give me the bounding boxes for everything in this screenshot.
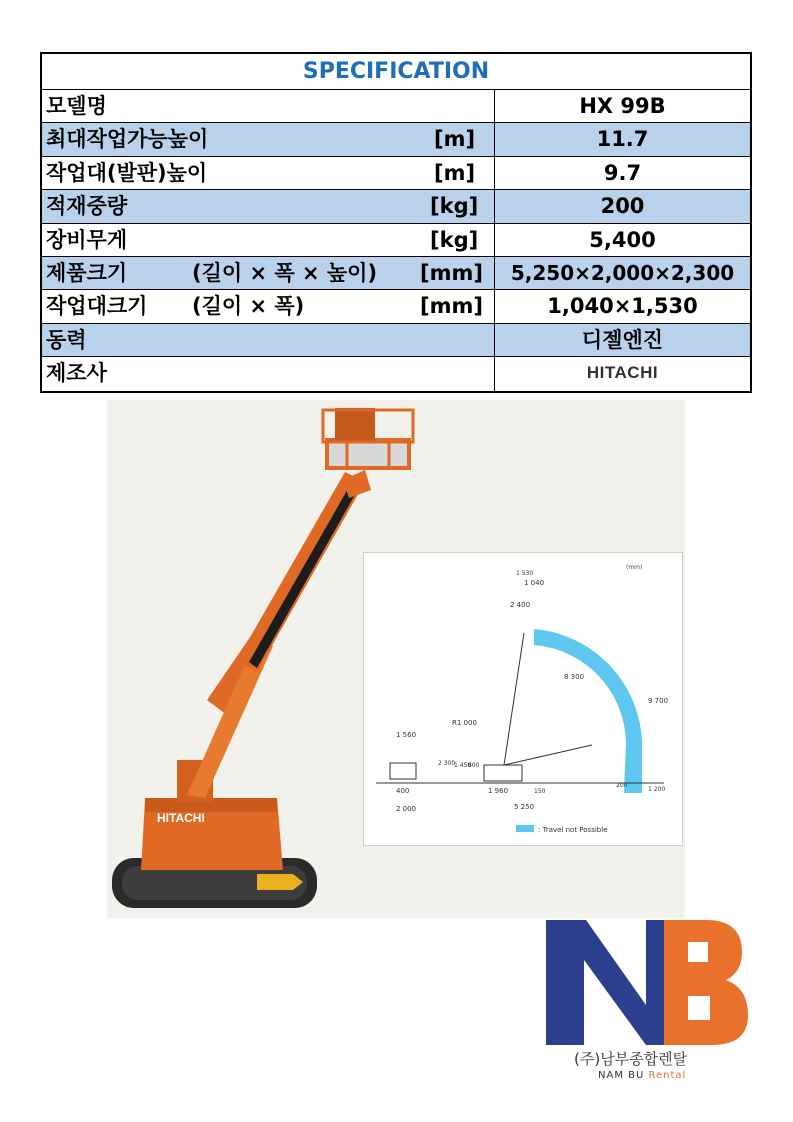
row-label: 동력	[46, 327, 87, 352]
spec-row-load	[42, 190, 750, 223]
travel-not-possible-zone	[534, 629, 642, 793]
brand-korean: (주)남부종합렌탈	[574, 1050, 688, 1068]
dim-label: 200	[616, 782, 628, 789]
row-value: 9.7	[603, 160, 642, 185]
spec-row-platform-size	[42, 290, 750, 323]
row-unit: [m]	[434, 160, 476, 185]
dim-label: 9 700	[648, 697, 669, 705]
dim-label: 150	[534, 788, 546, 795]
row-unit: [m]	[434, 127, 476, 152]
dim-label: 2 300	[438, 760, 456, 767]
row-unit: [mm]	[420, 294, 483, 319]
spec-row-size	[42, 257, 750, 290]
row-sublabel: (길이 × 폭)	[192, 294, 305, 319]
dimension-drawing	[363, 552, 683, 846]
row-value: 1,040×1,530	[547, 294, 698, 319]
dim-label: 600	[468, 762, 480, 769]
spec-row-power	[42, 324, 750, 357]
row-unit: [kg]	[430, 194, 479, 219]
dim-label: 1 450	[454, 762, 472, 769]
row-label: 작업대크기	[46, 294, 148, 319]
spec-row-platform-height	[42, 157, 750, 190]
row-value: 5,400	[589, 227, 656, 252]
dim-label: 8 300	[564, 673, 585, 681]
row-label: 적재중량	[46, 194, 128, 219]
brand-english: NAM BU Rental	[598, 1070, 687, 1081]
dim-label: 1 960	[488, 787, 509, 795]
row-label: 최대작업가능높이	[46, 127, 209, 152]
row-sublabel: (길이 × 폭 × 높이)	[192, 260, 378, 285]
row-unit: [kg]	[430, 227, 479, 252]
platform-basket	[327, 440, 409, 468]
row-label: 장비무게	[46, 227, 128, 252]
row-label: 모델명	[46, 94, 107, 118]
row-label: 제품크기	[46, 260, 128, 285]
spec-row-model	[42, 90, 750, 123]
dim-label: 1 530	[516, 570, 534, 577]
row-label: 제조사	[46, 361, 107, 386]
row-value: 11.7	[596, 127, 649, 152]
spec-row-max-height	[42, 123, 750, 156]
row-unit: [mm]	[420, 260, 483, 285]
maker-logo: HITACHI	[586, 363, 659, 383]
dim-label: 1 040	[524, 579, 545, 587]
working-range-diagram	[364, 553, 682, 845]
dim-label: 2 400	[510, 601, 531, 609]
dim-label: 400	[396, 787, 410, 795]
dim-label: 2 000	[396, 805, 417, 813]
dim-label: R1 000	[452, 719, 477, 727]
legend-text: : Travel not Possible	[538, 826, 608, 834]
nb-logo-mark	[546, 920, 752, 1045]
dim-label: 1 560	[396, 731, 417, 739]
row-value: 200	[600, 194, 645, 219]
row-value: 5,250×2,000×2,300	[510, 260, 735, 285]
row-value: 디젤엔진	[581, 327, 664, 352]
spec-title: SPECIFICATION	[42, 54, 750, 90]
dim-label: 5 250	[514, 803, 535, 811]
unit-note: (mm)	[626, 564, 643, 571]
spec-row-maker	[42, 357, 750, 390]
row-label: 작업대(발판)높이	[46, 160, 208, 185]
legend-swatch	[516, 825, 534, 832]
spec-row-weight	[42, 224, 750, 257]
machine-brand-text: HITACHI	[157, 811, 205, 825]
spec-table	[40, 52, 752, 393]
row-value: HX 99B	[579, 94, 666, 118]
dim-label: 1 200	[648, 786, 666, 793]
